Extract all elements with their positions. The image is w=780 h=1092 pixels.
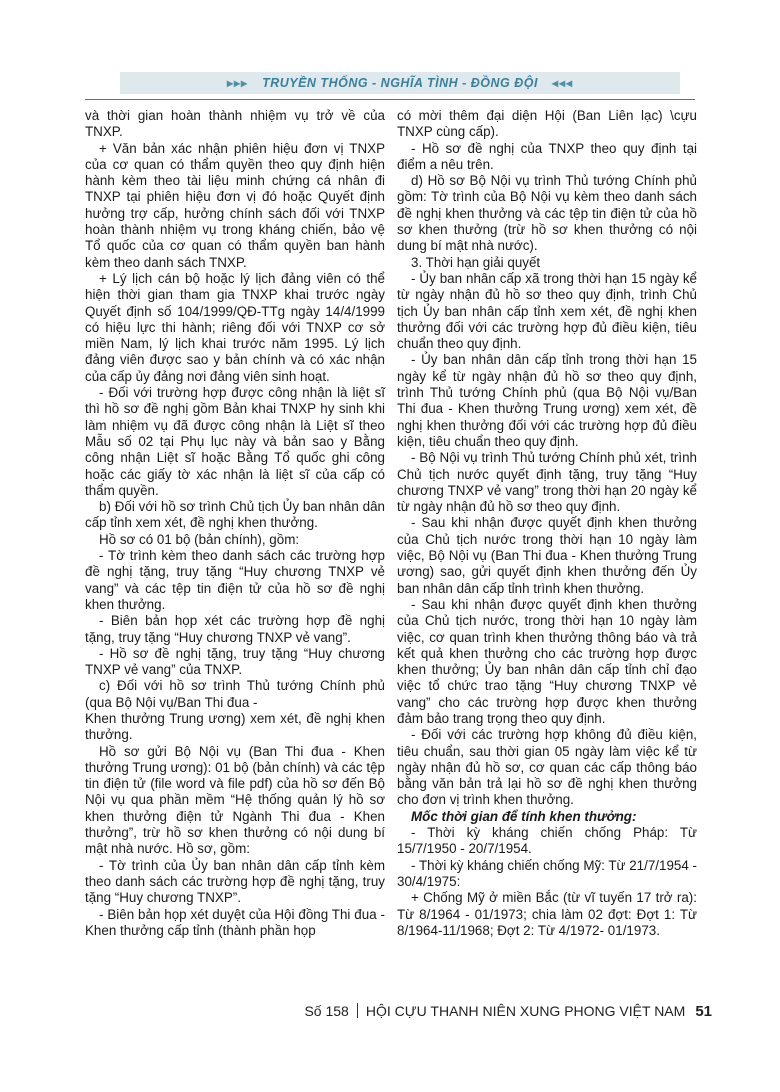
header-arrows-right: ◂◂◂ — [551, 76, 574, 90]
subheading: Mốc thời gian để tính khen thưởng: — [411, 808, 637, 824]
paragraph: b) Đối với hồ sơ trình Chủ tịch Ủy ban nhân dân cấp tỉnh xem xét, đề nghị khen thưởng. — [85, 499, 385, 531]
paragraph: - Biên bản họp xét duyệt của Hội đồng Thi đua - Khen thưởng cấp tỉnh (thành phần họp — [85, 906, 385, 938]
paragraph: - Thời kỳ kháng chiến chống Pháp: Từ 15/7/1950 - 20/7/1954. — [397, 825, 697, 857]
paragraph: - Hồ sơ đề nghị tặng, truy tặng “Huy chương TNXP vẻ vang” của TNXP. — [85, 645, 385, 678]
paragraph: + Chống Mỹ ở miền Bắc (từ vĩ tuyến 17 trở ra): Từ 8/1964 - 01/1973; chia làm 02 đợt: Đợt 1: Từ 8/1964-11/1968; Đợt 2: Từ 4/1972- 01/1973. — [397, 890, 697, 938]
header-title: TRUYỀN THỐNG - NGHĨA TÌNH - ĐỒNG ĐỘI — [262, 76, 538, 90]
paragraph: - Ủy ban nhân dân cấp tỉnh trong thời hạn 15 ngày kể từ ngày nhận đủ hồ sơ theo quy định, trình Thủ tướng Chính phủ (qua Bộ Nội vụ/Ban Thi đua - Khen thưởng Trung ương) xem xét, đề nghị khen thưởng đối với các trường hợp đủ điều kiện, tiêu chuẩn theo quy định. — [397, 352, 697, 449]
left-column — [85, 108, 385, 939]
footer-separator — [357, 1003, 358, 1018]
paragraph: - Hồ sơ đề nghị của TNXP theo quy định tại điểm a nêu trên. — [397, 140, 697, 172]
paragraph: c) Đối với hồ sơ trình Thủ tướng Chính phủ (qua Bộ Nội vụ/Ban Thi đua - — [85, 678, 385, 710]
page-footer — [0, 1003, 712, 1020]
paragraph: Hồ sơ có 01 bộ (bản chính), gồm: — [99, 531, 300, 547]
paragraph: - Đối với các trường hợp không đủ điều kiện, tiêu chuẩn, sau thời gian 05 ngày làm việc kể từ ngày nhận đủ hồ sơ, cơ quan các cấp thông báo bằng văn bản trả lại hồ sơ đề nghị khen thưởng cho đơn vị trình khen thưởng. — [397, 727, 697, 808]
paragraph: - Đối với trường hợp được công nhận là liệt sĩ thì hồ sơ đề nghị gồm Bản khai TNXP hy sinh khi làm nhiệm vụ đã được công nhận là Liệt sĩ theo Mẫu số 02 tại Phụ lục này và bản sao y Bằng công nhận Liệt sĩ hoặc Bằng Tổ quốc ghi công hoặc các giấy tờ xác nhận là liệt sĩ của cấp có thẩm quyền. — [85, 385, 385, 498]
paragraph: - Bộ Nội vụ trình Thủ tướng Chính phủ xét, trình Chủ tịch nước quyết định tặng, truy tặng “Huy chương TNXP vẻ vang” trong thời hạn 20 ngày kể từ ngày nhận đủ hồ sơ theo quy định. — [397, 450, 697, 515]
running-header — [120, 72, 680, 94]
right-column — [397, 108, 697, 939]
paragraph: + Văn bản xác nhận phiên hiệu đơn vị TNXP của cơ quan có thẩm quyền theo quy định hiện hành kèm theo tài liệu minh chứng cá nhân đi TNXP tại phiên hiệu đơn vị đó hoặc Quyết định hưởng trợ cấp, hưởng chính sách đối với TNXP hoàn thành nhiệm vụ trong kháng chiến, bảo vệ Tổ quốc của cơ quan có thẩm quyền ban hành kèm theo danh sách TNXP. — [85, 140, 385, 270]
paragraph: - Tờ trình kèm theo danh sách các trường hợp đề nghị tặng, truy tặng “Huy chương TNXP vẻ vang” và các tệp tin điện tử của hồ sơ đề nghị khen thưởng. — [85, 548, 385, 612]
page-number: 51 — [695, 1003, 712, 1020]
paragraph: Hồ sơ gửi Bộ Nội vụ (Ban Thi đua - Khen thưởng Trung ương): 01 bộ (bản chính) và các tệp tin điện tử (file word và file pdf) của hồ sơ đến Bộ Nội vụ qua phần mềm “Hệ thống quản lý hồ sơ khen thưởng điện tử Ngành Thi đua - Khen thưởng”, trừ hồ sơ khen thưởng có nội dung bí mật nhà nước. Hồ sơ, gồm: — [85, 743, 385, 857]
paragraph: có mời thêm đại diện Hội (Ban Liên lạc) \cựu TNXP cùng cấp). — [397, 108, 697, 140]
section-heading: 3. Thời hạn giải quyết — [411, 254, 541, 270]
paragraph: - Sau khi nhận được quyết định khen thưởng của Chủ tịch nước trong thời hạn 10 ngày làm việc, Bộ Nội vụ (Ban Thi đua - Khen thưởng Trung ương) sao, gửi quyết định khen thưởng đến Ủy ban nhân dân cấp tỉnh trình khen thưởng. — [397, 515, 697, 596]
paragraph: - Tờ trình của Ủy ban nhân dân cấp tỉnh kèm theo danh sách các trường hợp đề nghị tặng, truy tặng “Huy chương TNXP”. — [85, 857, 385, 906]
issue-number: Số 158 — [304, 1003, 349, 1019]
paragraph: - Sau khi nhận được quyết định khen thưởng của Chủ tịch nước, trong thời hạn 10 ngày làm việc, cơ quan trình khen thưởng thông báo và trả kết quả khen thưởng cho các trường hợp được khen thưởng; Ủy ban nhân dân cấp tỉnh chỉ đạo việc tổ chức trao tặng “Huy chương TNXP vẻ vang” cho các trường hợp được khen thưởng đảm bảo trang trọng theo quy định. — [397, 596, 697, 726]
header-divider — [85, 99, 695, 100]
paragraph: + Lý lịch cán bộ hoặc lý lịch đảng viên có thể hiện thời gian tham gia TNXP khai trước ngày Quyết định số 104/1999/QĐ-TTg ngày 14/4/1999 có hiệu lực thi hành; riêng đối với TNXP cơ sở miền Nam, lý lịch khai trước năm 1995. Lý lịch đảng viên được sao y bản chính và có xác nhận của cấp ủy đảng nơi đảng viên sinh hoạt. — [85, 270, 385, 384]
paragraph: - Biên bản họp xét các trường hợp đề nghị tặng, truy tặng “Huy chương TNXP vẻ vang”. — [85, 613, 385, 645]
paragraph: d) Hồ sơ Bộ Nội vụ trình Thủ tướng Chính phủ gồm: Tờ trình của Bộ Nội vụ kèm theo danh sách đề nghị khen thưởng và các tệp tin điện tử của hồ sơ khen thưởng (trừ hồ sơ khen thưởng có nội dung bí mật nhà nước). — [397, 173, 697, 254]
paragraph: Khen thưởng Trung ương) xem xét, đề nghị khen thưởng. — [85, 710, 385, 743]
header-arrows-left: ▸▸▸ — [226, 76, 249, 90]
paragraph: - Ủy ban nhân cấp xã trong thời hạn 15 ngày kể từ ngày nhận đủ hồ sơ theo quy định, trình Chủ tịch Ủy ban nhân cấp tỉnh xem xét, đề nghị khen thưởng đối với các trường hợp đủ điều kiện, tiêu chuẩn theo quy định. — [397, 270, 697, 352]
paragraph: và thời gian hoàn thành nhiệm vụ trở về của TNXP. — [85, 108, 385, 140]
publication-name: HỘI CỰU THANH NIÊN XUNG PHONG VIỆT NAM — [365, 1003, 686, 1019]
paragraph: - Thời kỳ kháng chiến chống Mỹ: Từ 21/7/1954 - 30/4/1975: — [397, 857, 697, 889]
